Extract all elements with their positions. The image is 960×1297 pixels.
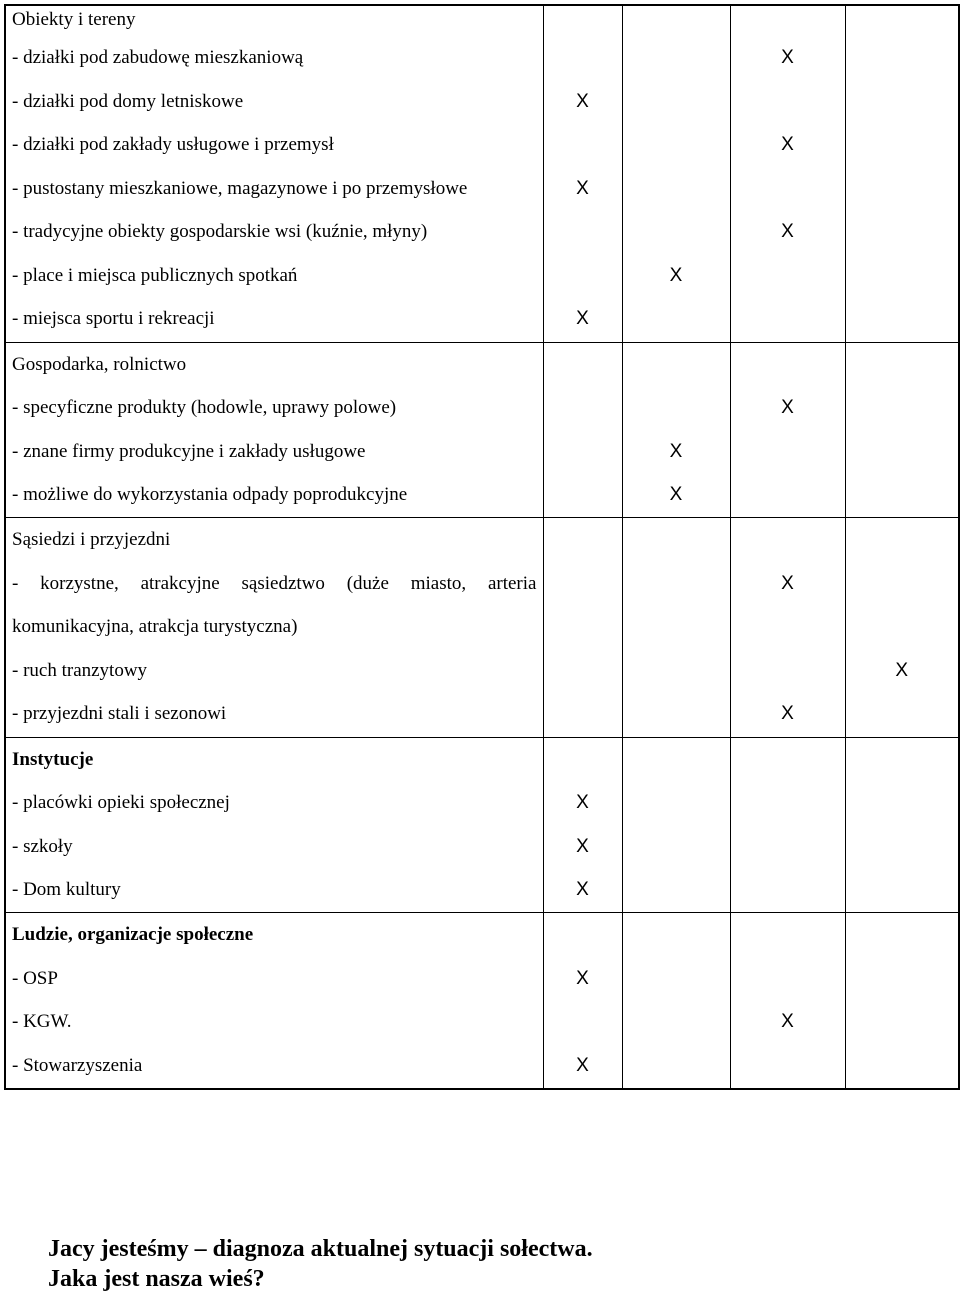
row-mark [544,386,622,430]
row-mark [544,692,622,736]
mark-cell-c1 [543,737,622,913]
row-label: - szkoły [12,835,73,857]
row-mark [544,562,622,606]
section-header: Sąsiedzi i przyjezdni [12,529,171,551]
row-mark: X [576,1054,589,1076]
row-mark [623,1000,730,1044]
mark-cell-c2 [622,342,730,518]
row-mark [846,957,959,1001]
mark-header-spacer [623,343,730,387]
row-mark [623,1044,730,1088]
assessment-table [4,4,960,1090]
mark-header-spacer [544,6,622,36]
row-mark [544,1000,622,1044]
row-mark: X [576,308,589,329]
row-label: - działki pod zakłady usługowe i przemysł [12,134,334,155]
mark-header-spacer [544,518,622,562]
row-mark [846,1000,959,1044]
row-mark [623,781,730,825]
row-mark [544,210,622,254]
section-header: Obiekty i tereny [12,9,136,30]
row-label: - Dom kultury [12,879,121,901]
row-mark: X [576,835,589,857]
mark-header-spacer [731,343,845,387]
row-mark [846,36,959,80]
mark-cell-c1 [543,5,622,342]
mark-header-spacer [731,913,845,957]
row-mark [731,957,845,1001]
row-mark [731,781,845,825]
mark-cell-c3 [730,518,845,737]
row-mark [623,868,730,912]
mark-header-spacer [731,738,845,782]
section-label-cell [5,5,543,342]
row-mark [846,167,959,211]
row-label: - działki pod zabudowę mieszkaniową [12,47,304,68]
row-mark [846,80,959,124]
row-label: - znane firmy produkcyjne i zakłady usługowe [12,440,366,462]
row-label: - ruch tranzytowy [12,659,148,681]
row-label [6,562,543,606]
section-header: Ludzie, organizacje społeczne [12,924,254,946]
section-label-cell [5,913,543,1089]
row-label: - tradycyjne obiekty gospodarskie wsi (kuźnie, młyny) [12,221,428,242]
row-label-word: sąsiedztwo [241,572,325,594]
mark-header-spacer [846,518,959,562]
row-label: - możliwe do wykorzystania odpady poprodukcyjne [12,484,408,506]
mark-cell-c3 [730,913,845,1089]
mark-header-spacer [623,738,730,782]
mark-header-spacer [731,6,845,36]
row-mark [544,473,622,517]
row-label: - przyjezdni stali i sezonowi [12,703,227,725]
section-header: Gospodarka, rolnictwo [12,353,187,375]
row-mark [846,825,959,869]
mark-cell-c2 [622,737,730,913]
row-mark [623,36,730,80]
row-mark [623,386,730,430]
document-footer-title [48,1234,593,1294]
row-mark [731,473,845,517]
footer-title-line-1: Jacy jesteśmy – diagnoza aktualnej sytuacji sołectwa. [48,1236,593,1262]
row-mark [731,649,845,693]
mark-cell-c4 [845,737,959,913]
row-mark [544,36,622,80]
row-mark [731,297,845,341]
row-label: komunikacyjna, atrakcja turystyczna) [12,616,298,638]
row-label: - OSP [12,967,58,989]
mark-header-spacer [544,738,622,782]
mark-cell-c4 [845,518,959,737]
assessment-table-body [5,5,959,1089]
mark-cell-c2 [622,5,730,342]
row-label-word: (duże [346,572,389,594]
row-mark [623,649,730,693]
row-mark [623,167,730,211]
row-mark: X [781,47,794,68]
section-label-cell [5,518,543,737]
row-mark [846,781,959,825]
mark-cell-c1 [543,518,622,737]
row-mark [623,297,730,341]
row-mark: X [781,1011,794,1033]
mark-header-spacer [846,738,959,782]
section-row [5,518,959,737]
mark-header-spacer [544,343,622,387]
row-mark [623,825,730,869]
row-label-word: atrakcyjne [140,572,220,594]
row-mark: X [669,484,683,506]
row-mark: X [781,572,794,594]
row-mark [544,605,622,649]
row-mark [731,430,845,474]
row-mark [731,167,845,211]
row-mark: X [669,264,683,286]
row-label-word: arteria [487,572,537,594]
row-mark [846,1044,959,1088]
row-mark: X [781,221,794,242]
row-mark [544,254,622,298]
row-mark [731,868,845,912]
row-mark [846,430,959,474]
section-row [5,913,959,1089]
section-row [5,5,959,342]
mark-header-spacer [846,343,959,387]
row-label: - działki pod domy letniskowe [12,90,244,112]
mark-cell-c4 [845,342,959,518]
row-mark [846,562,959,606]
mark-cell-c2 [622,913,730,1089]
mark-cell-c3 [730,5,845,342]
row-mark: X [576,177,589,199]
row-mark: X [576,792,589,814]
row-mark [623,692,730,736]
section-label-cell [5,737,543,913]
row-label: - Stowarzyszenia [12,1054,143,1076]
row-mark [623,562,730,606]
row-mark [846,868,959,912]
row-label: - specyficzne produkty (hodowle, uprawy polowe) [12,397,397,419]
row-mark [623,605,730,649]
mark-header-spacer [623,6,730,36]
row-mark [544,123,622,167]
row-label: - pustostany mieszkaniowe, magazynowe i po przemysłowe [12,177,468,199]
row-label-word: miasto, [410,572,467,594]
section-header: Instytucje [12,748,94,770]
row-mark [731,1044,845,1088]
mark-header-spacer [544,913,622,957]
row-mark: X [576,879,589,901]
row-mark [846,473,959,517]
row-mark [846,210,959,254]
row-mark [544,649,622,693]
mark-cell-c3 [730,737,845,913]
row-mark [846,123,959,167]
row-mark: X [781,397,794,419]
mark-header-spacer [846,913,959,957]
footer-title-line-2: Jaka jest nasza wieś? [48,1266,265,1292]
row-mark [846,297,959,341]
row-mark: X [576,90,589,112]
row-mark: X [781,134,794,155]
row-mark [731,605,845,649]
row-label-word: korzystne, [40,572,119,594]
mark-cell-c4 [845,913,959,1089]
row-mark [846,254,959,298]
row-mark [544,430,622,474]
row-mark [731,80,845,124]
row-mark: X [895,659,909,681]
row-mark [731,825,845,869]
mark-cell-c1 [543,342,622,518]
row-mark [623,210,730,254]
section-label-cell [5,342,543,518]
row-mark: X [576,967,589,989]
mark-cell-c3 [730,342,845,518]
row-mark [846,605,959,649]
section-row [5,737,959,913]
mark-cell-c2 [622,518,730,737]
mark-header-spacer [623,913,730,957]
row-mark [846,692,959,736]
mark-cell-c4 [845,5,959,342]
row-mark [623,123,730,167]
mark-header-spacer [846,6,959,36]
mark-cell-c1 [543,913,622,1089]
row-mark [623,80,730,124]
row-label: - place i miejsca publicznych spotkań [12,264,298,286]
row-mark [623,957,730,1001]
row-label-word: - [12,572,19,594]
row-label: - KGW. [12,1011,72,1033]
row-label: - miejsca sportu i rekreacji [12,308,215,329]
row-mark [731,254,845,298]
row-mark [846,386,959,430]
row-mark: X [781,703,794,725]
mark-header-spacer [731,518,845,562]
row-mark: X [669,440,683,462]
row-label: - placówki opieki społecznej [12,792,230,814]
mark-header-spacer [623,518,730,562]
section-row [5,342,959,518]
